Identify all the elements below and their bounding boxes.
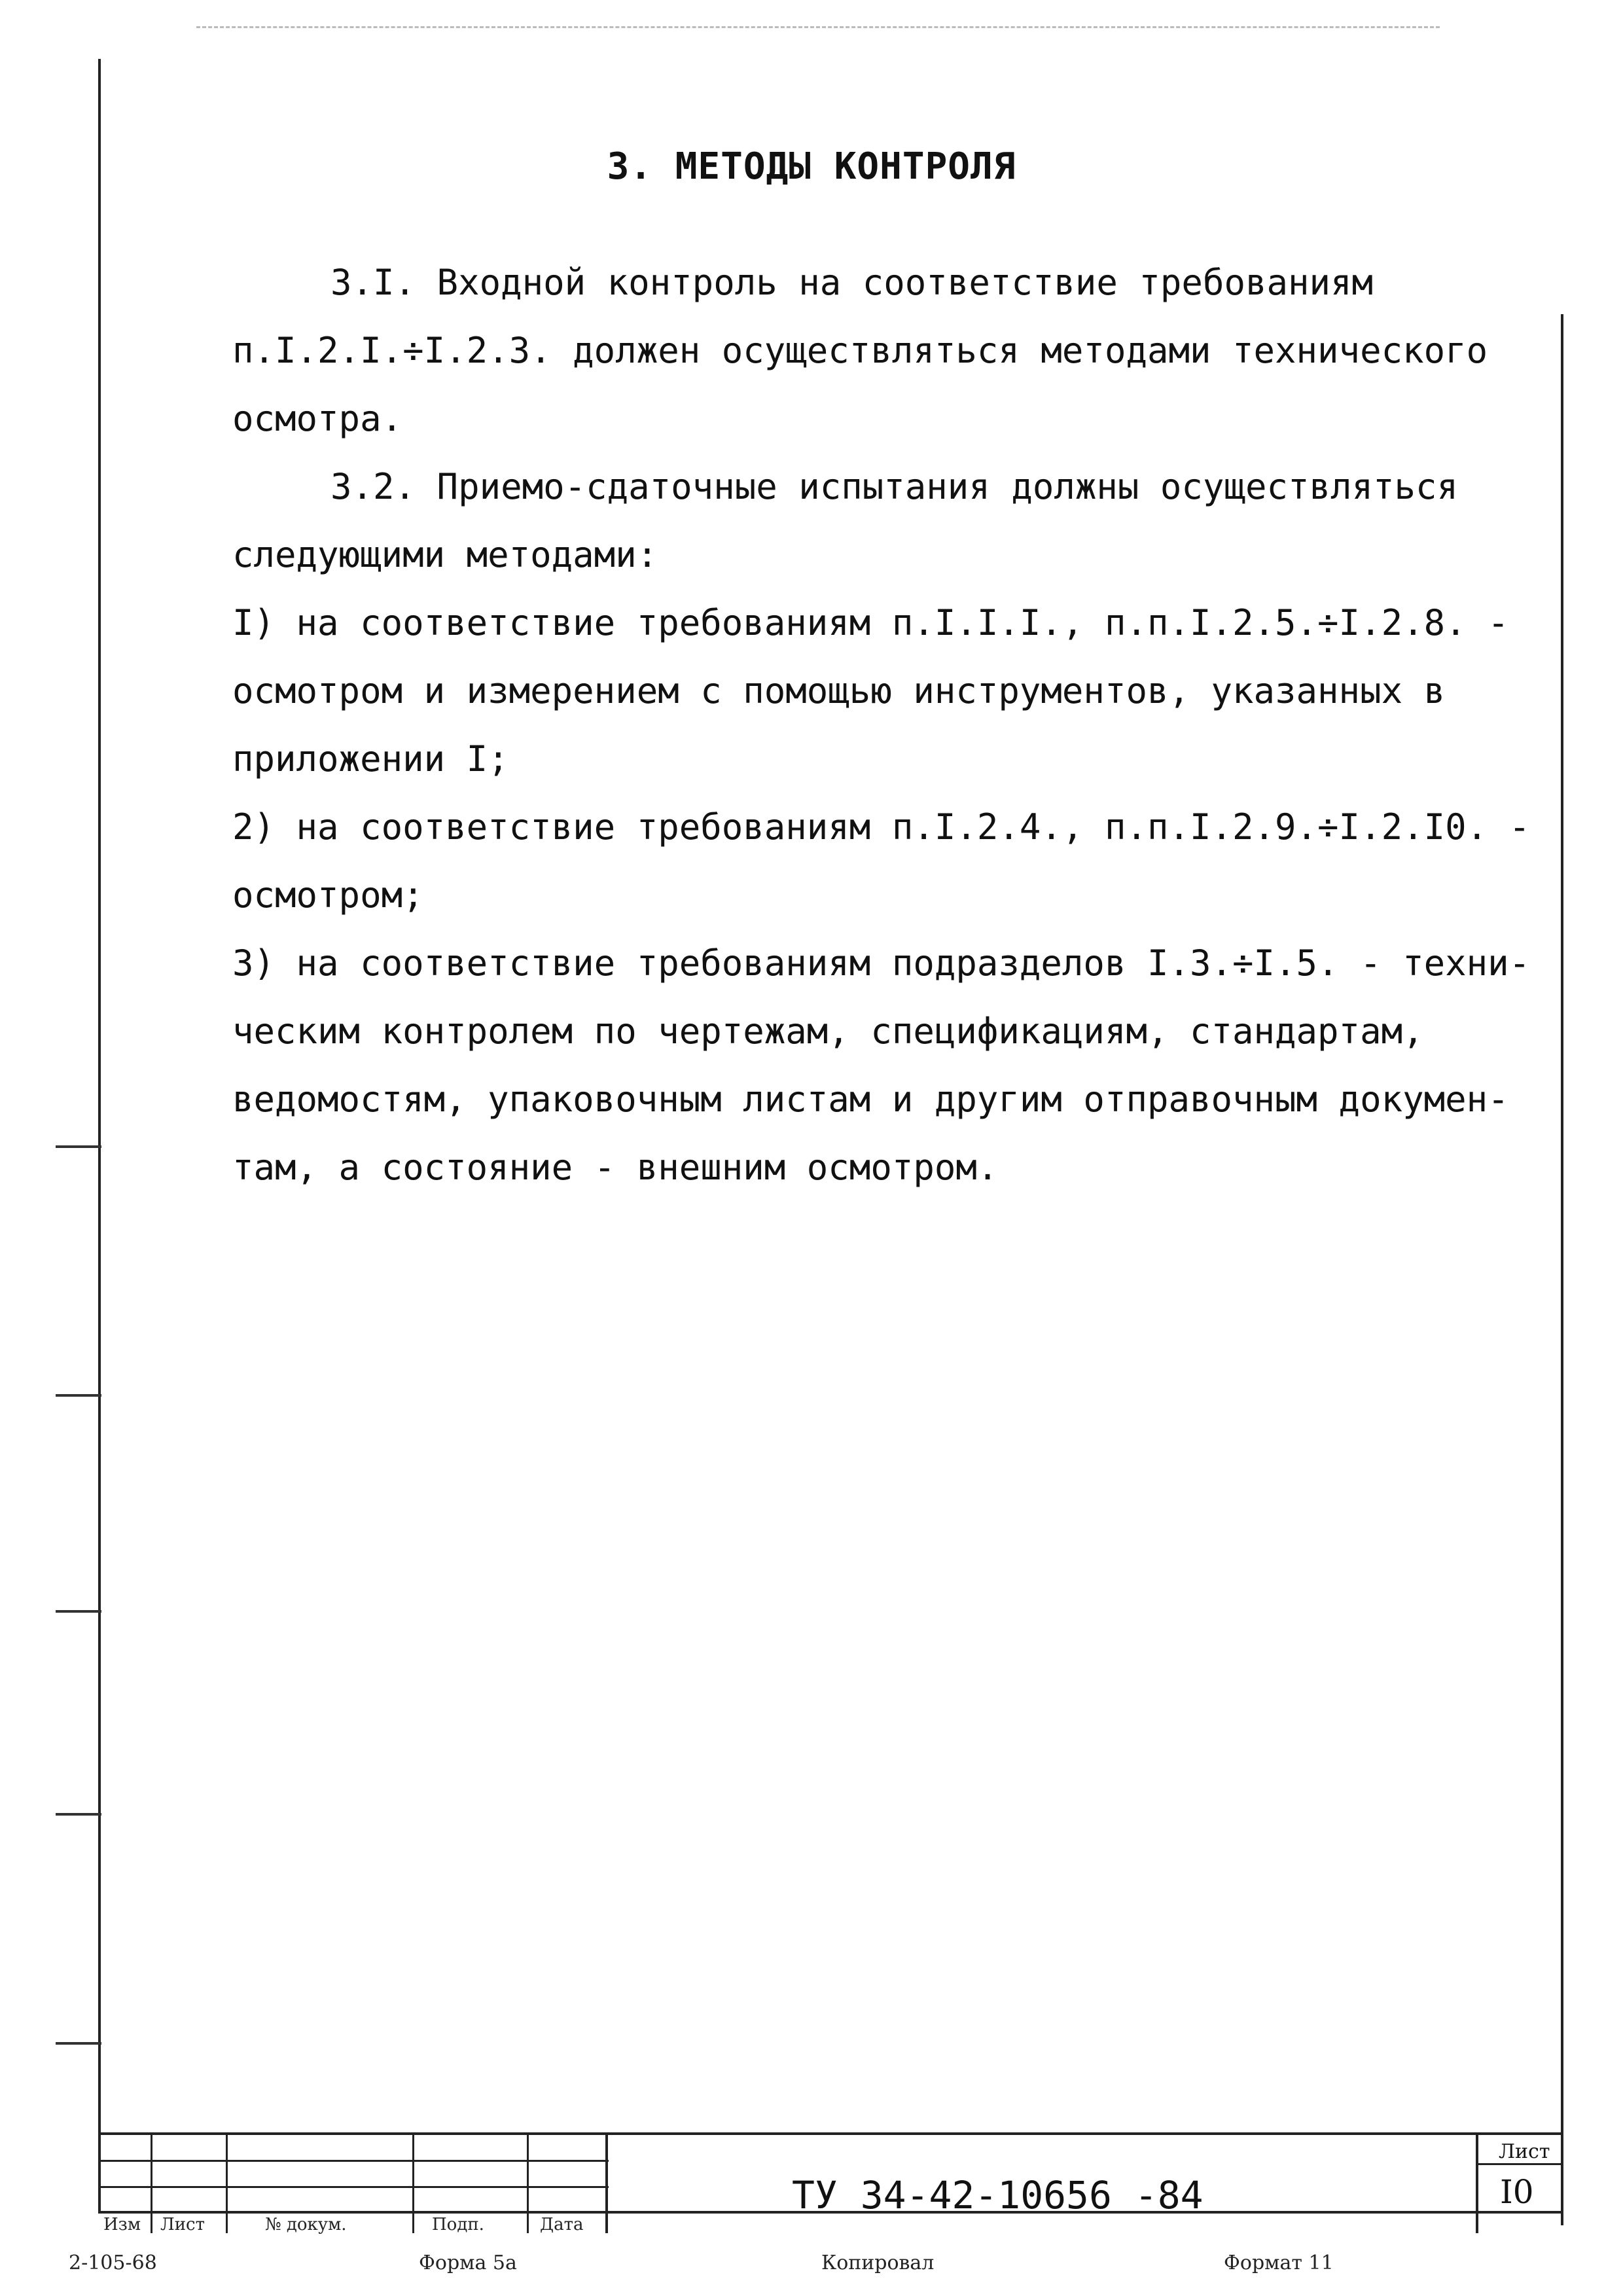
stamp-col-line [1476,2135,1478,2233]
stamp-col-date: Дата [540,2215,584,2234]
list-item-line: там, а состояние - внешним осмотром. [232,1147,999,1188]
footer-code: 2-105-68 [69,2251,157,2274]
sheet-number: I0 [1500,2173,1534,2211]
paragraph-line: следующими методами: [232,534,658,575]
footer-format: Формат 11 [1224,2251,1334,2274]
paragraph-line: 3.2. Приемо-сдаточные испытания должны осуществляться [330,466,1459,507]
body-text [232,249,1531,1202]
stamp-col-line [605,2135,608,2233]
list-item-line: ческим контролем по чертежам, спецификациям, стандартам, [232,1011,1424,1052]
sheet-label: Лист [1499,2140,1550,2163]
list-item-line: приложении I; [232,738,509,780]
paragraph-line: 3.I. Входной контроль на соответствие требованиям [330,262,1374,303]
list-item-line: осмотром; [232,874,424,916]
stamp-col-line [527,2135,529,2233]
list-item-line: 2) на соответствие требованиям п.I.2.4., п.п.I.2.9.÷I.2.I0. - [232,806,1531,848]
document-code: ТУ 34-42-10656 -84 [792,2173,1204,2217]
footer-copied: Копировал [821,2251,935,2274]
stamp-col-list: Лист [160,2215,205,2234]
margin-mark [56,1813,101,1816]
stamp-col-doc: № докум. [265,2215,347,2234]
frame-right-border [1561,314,1563,2225]
stamp-top-line [98,2132,1563,2135]
margin-mark [56,1610,101,1613]
stamp-col-podp: Подп. [432,2215,484,2234]
stamp-col-line [412,2135,414,2233]
list-item-line: I) на соответствие требованиям п.I.I.I., п.п.I.2.5.÷I.2.8. - [232,602,1509,643]
frame-left-border [98,59,101,2212]
stamp-col-line [226,2135,228,2233]
margin-mark [56,2042,101,2045]
top-scan-noise [196,26,1440,30]
margin-mark [56,1145,101,1148]
paragraph-line: осмотра. [232,398,403,439]
stamp-col-line [151,2135,152,2233]
section-title: 3. МЕТОДЫ КОНТРОЛЯ [607,145,1016,188]
footer-form: Форма 5а [419,2251,517,2274]
paragraph-line: п.I.2.I.÷I.2.3. должен осуществляться методами технического [232,330,1488,371]
margin-mark [56,1394,101,1397]
stamp-row-line [98,2186,609,2188]
list-item-line: осмотром и измерением с помощью инструментов, указанных в [232,670,1446,711]
list-item-line: ведомостям, упаковочным листам и другим отправочным докумен- [232,1079,1509,1120]
stamp-row-line [98,2160,609,2162]
stamp-row-line [1476,2163,1563,2165]
list-item-line: 3) на соответствие требованиям подразделов I.3.÷I.5. - техни- [232,942,1531,984]
stamp-col-izm: Изм [103,2215,141,2234]
